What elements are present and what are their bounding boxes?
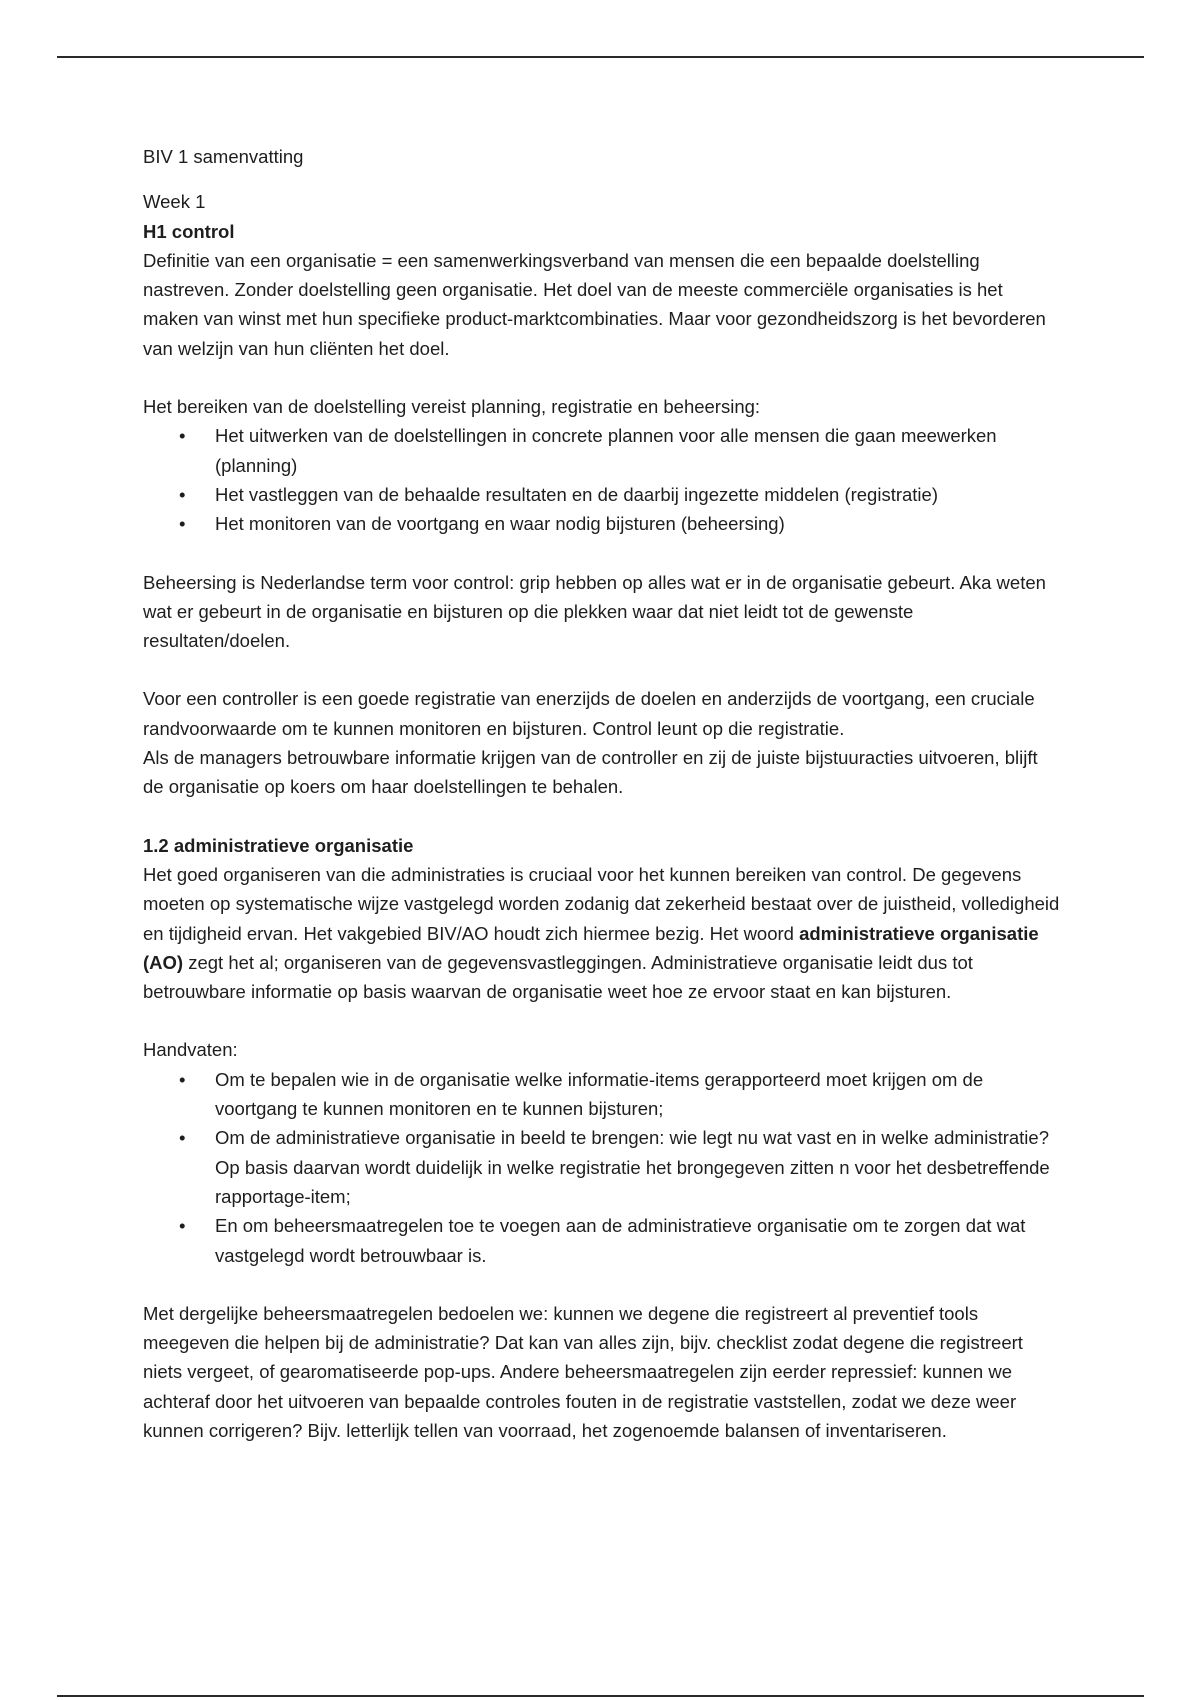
footer-rule (57, 1695, 1144, 1697)
paragraph-ao-term: administratieve organisatie (AO) (143, 922, 1039, 973)
paragraph-ao-start: Het goed organiseren van die administraties is cruciaal voor het kunnen bereiken van control. De gegevens moeten op systematische wijze vastgelegd worden zodanig dat zekerheid bestaat over de juistheid, volledigheid en tijdigheid ervan. Het vakgebied BIV/AO houdt zich hiermee bezig. Het woord (143, 863, 1060, 944)
list-item: • En om beheersmaatregelen toe te voegen aan de administratieve organisatie om te zorgen dat wat vastgelegd wordt betrouwbaar is. (215, 1211, 1063, 1270)
handvaten-label: Handvaten: (143, 1039, 238, 1061)
week-label: Week 1 (143, 191, 206, 213)
section-heading-ao: 1.2 administratieve organisatie (143, 834, 414, 856)
paragraph-ao-end: zegt het al; organiseren van de gegevensvastleggingen. Administratieve organisatie leidt dus tot betrouwbare informatie op basis waarvan de organisatie weet hoe ze ervoor staat en kan bijsturen. (143, 951, 973, 1003)
paragraph-definition: Definitie van een organisatie = een samenwerkingsverband van mensen die een bepaalde doelstelling nastreven. Zonder doelstelling geen organisatie. Het doel van de meeste commerciële organisaties is het maken van winst met hun specifieke product-marktcombinaties. Maar voor gezondheidszorg is het bevorderen van welzijn van hun cliënten het doel. (143, 249, 1046, 359)
section-heading-h1: H1 control (143, 220, 235, 242)
paragraph-planning-intro: Het bereiken van de doelstelling vereist planning, registratie en beheersing: (143, 396, 761, 418)
document-title: BIV 1 samenvatting (143, 146, 304, 167)
list-item: • Om te bepalen wie in de organisatie welke informatie-items gerapporteerd moet krijgen om de voortgang te kunnen monitoren en te kunnen bijsturen; (215, 1065, 1063, 1124)
paragraph-managers: Als de managers betrouwbare informatie krijgen van de controller en zij de juiste bijstuuracties uitvoeren, blijft de organisatie op koers om haar doelstellingen te behalen. (143, 747, 1038, 798)
list-item: • Om de administratieve organisatie in beeld te brengen: wie legt nu wat vast en in welke administratie? Op basis daarvan wordt duidelijk in welke registratie het brongegeven zitten n voor het desbetreffende rapportage-item; (215, 1123, 1063, 1211)
paragraph-controller: Voor een controller is een goede registratie van enerzijds de doelen en anderzijds de voortgang, een cruciale randvoorwaarde om te kunnen monitoren en bijsturen. Control leunt op die registratie. (143, 688, 1035, 739)
paragraph-beheersing: Beheersing is Nederlandse term voor control: grip hebben op alles wat er in de organisatie gebeurt. Aka weten wat er gebeurt in de organisatie en bijsturen op die plekken waar dat niet leidt tot de gewenste resultaten/doelen. (143, 571, 1046, 652)
list-item: • Het monitoren van de voortgang en waar nodig bijsturen (beheersing) (215, 509, 1063, 538)
document-body (143, 142, 1063, 1445)
paragraph-ao (143, 860, 1063, 1006)
list-item: • Het vastleggen van de behaalde resultaten en de daarbij ingezette middelen (registratie) (215, 480, 1063, 509)
paragraph-beheersmaatregelen: Met dergelijke beheersmaatregelen bedoelen we: kunnen we degene die registreert al preventief tools meegeven die helpen bij de administratie? Dat kan van alles zijn, bijv. checklist zodat degene die registreert niets vergeet, of gearomatiseerde pop-ups. Andere beheersmaatregelen zijn eerder repressief: kunnen we achteraf door het uitvoeren van bepaalde controles fouten in de registratie vaststellen, zodat we deze weer kunnen corrigeren? Bijv. letterlijk tellen van voorraad, het zogenoemde balansen of inventariseren. (143, 1302, 1023, 1441)
list-item: • Het uitwerken van de doelstellingen in concrete plannen voor alle mensen die gaan meewerken (planning) (215, 421, 1063, 480)
bullet-list-handvaten (143, 1065, 1063, 1270)
header-rule (57, 56, 1144, 58)
bullet-list-planning (143, 421, 1063, 538)
